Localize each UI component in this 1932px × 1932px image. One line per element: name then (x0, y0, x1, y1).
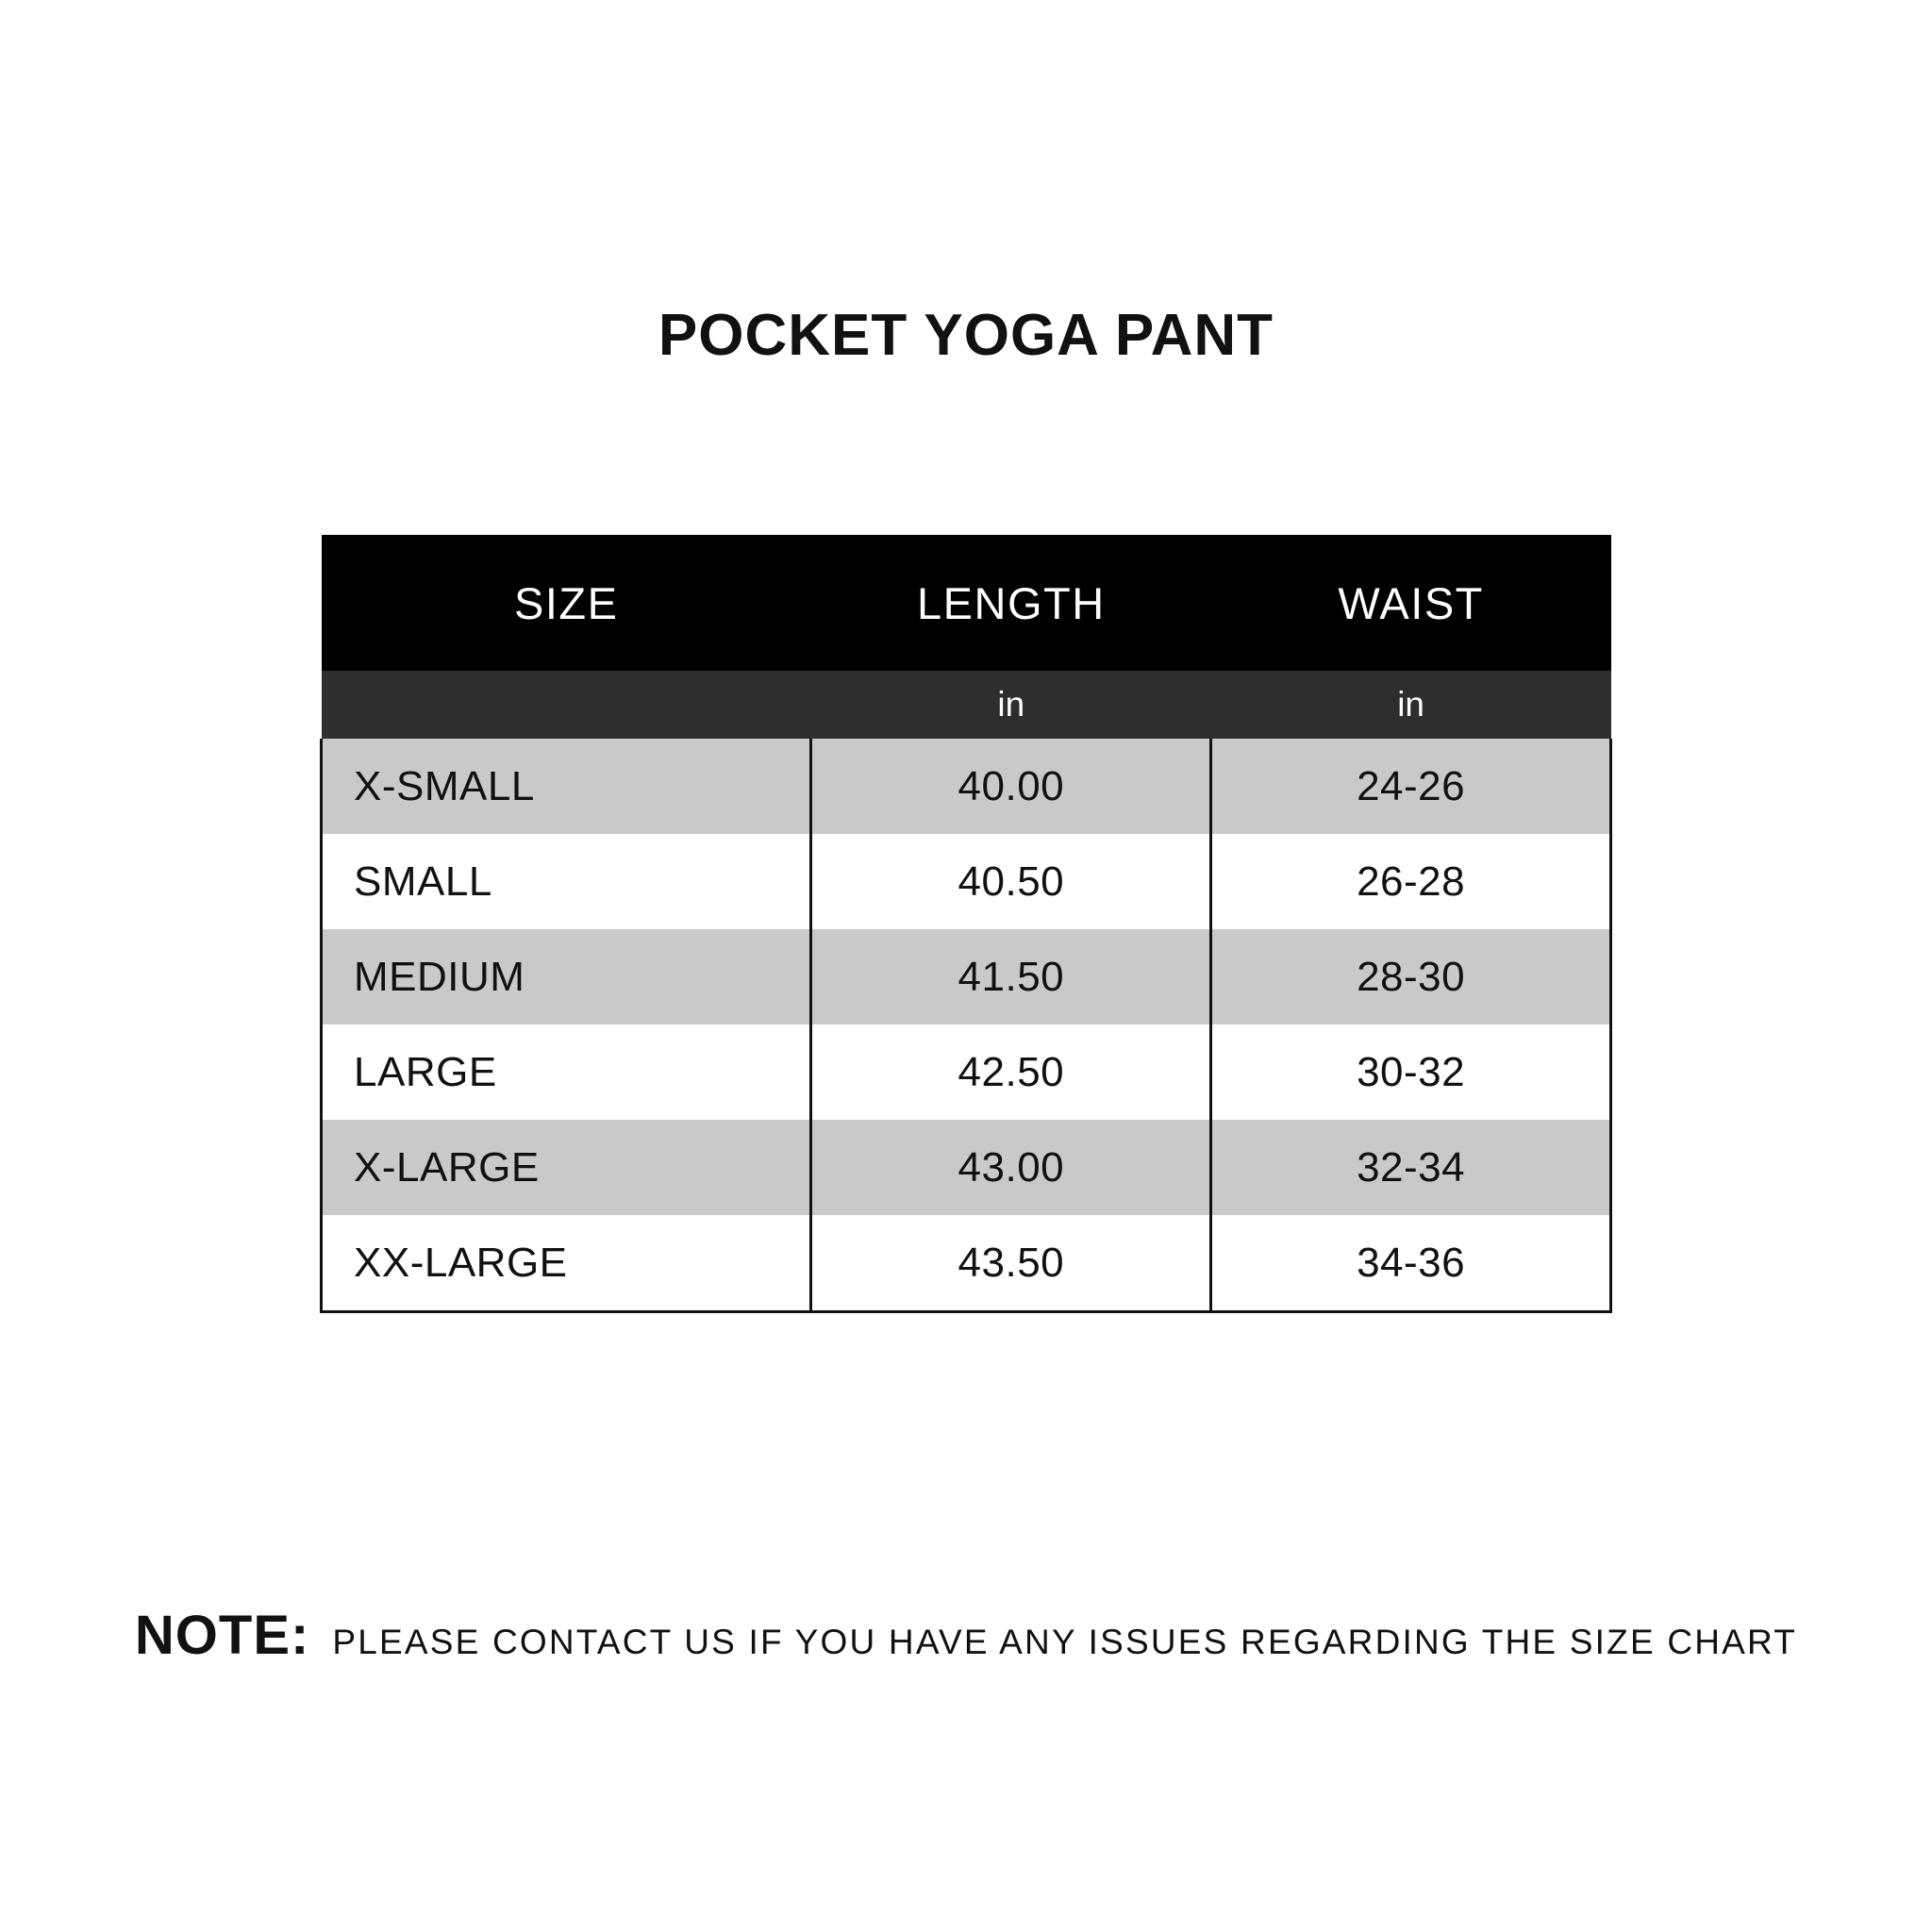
note-label: NOTE: (134, 1605, 310, 1666)
table-row (322, 1120, 1611, 1215)
cell-size: X-LARGE (322, 1120, 811, 1215)
unit-cell-length: in (811, 671, 1211, 739)
cell-length: 43.50 (811, 1215, 1211, 1312)
cell-size: X-SMALL (322, 739, 811, 834)
cell-length: 43.00 (811, 1120, 1211, 1215)
table-row (322, 834, 1611, 929)
cell-length: 40.50 (811, 834, 1211, 929)
table-row (322, 1215, 1611, 1312)
cell-waist: 28-30 (1211, 929, 1611, 1024)
note-text: PLEASE CONTACT US IF YOU HAVE ANY ISSUES REGARDING THE SIZE CHART (332, 1623, 1798, 1661)
column-header-length: LENGTH (811, 535, 1211, 671)
size-chart-table-container (320, 535, 1612, 1313)
cell-length: 42.50 (811, 1024, 1211, 1120)
table-row (322, 1024, 1611, 1120)
table-body (322, 739, 1611, 1312)
cell-size: LARGE (322, 1024, 811, 1120)
cell-waist: 32-34 (1211, 1120, 1611, 1215)
cell-waist: 30-32 (1211, 1024, 1611, 1120)
page-title: POCKET YOGA PANT (658, 303, 1274, 368)
cell-waist: 34-36 (1211, 1215, 1611, 1312)
table-row (322, 739, 1611, 834)
cell-length: 40.00 (811, 739, 1211, 834)
cell-size: SMALL (322, 834, 811, 929)
cell-waist: 24-26 (1211, 739, 1611, 834)
cell-size: MEDIUM (322, 929, 811, 1024)
unit-cell-size (322, 671, 811, 739)
column-header-waist: WAIST (1211, 535, 1611, 671)
cell-waist: 26-28 (1211, 834, 1611, 929)
unit-row (322, 671, 1611, 739)
size-chart-table (320, 535, 1612, 1313)
column-header-row (322, 535, 1611, 671)
cell-size: XX-LARGE (322, 1215, 811, 1312)
table-row (322, 929, 1611, 1024)
column-header-size: SIZE (322, 535, 811, 671)
cell-length: 41.50 (811, 929, 1211, 1024)
unit-cell-waist: in (1211, 671, 1611, 739)
note-block (0, 1604, 1932, 1667)
table-header (322, 535, 1611, 739)
